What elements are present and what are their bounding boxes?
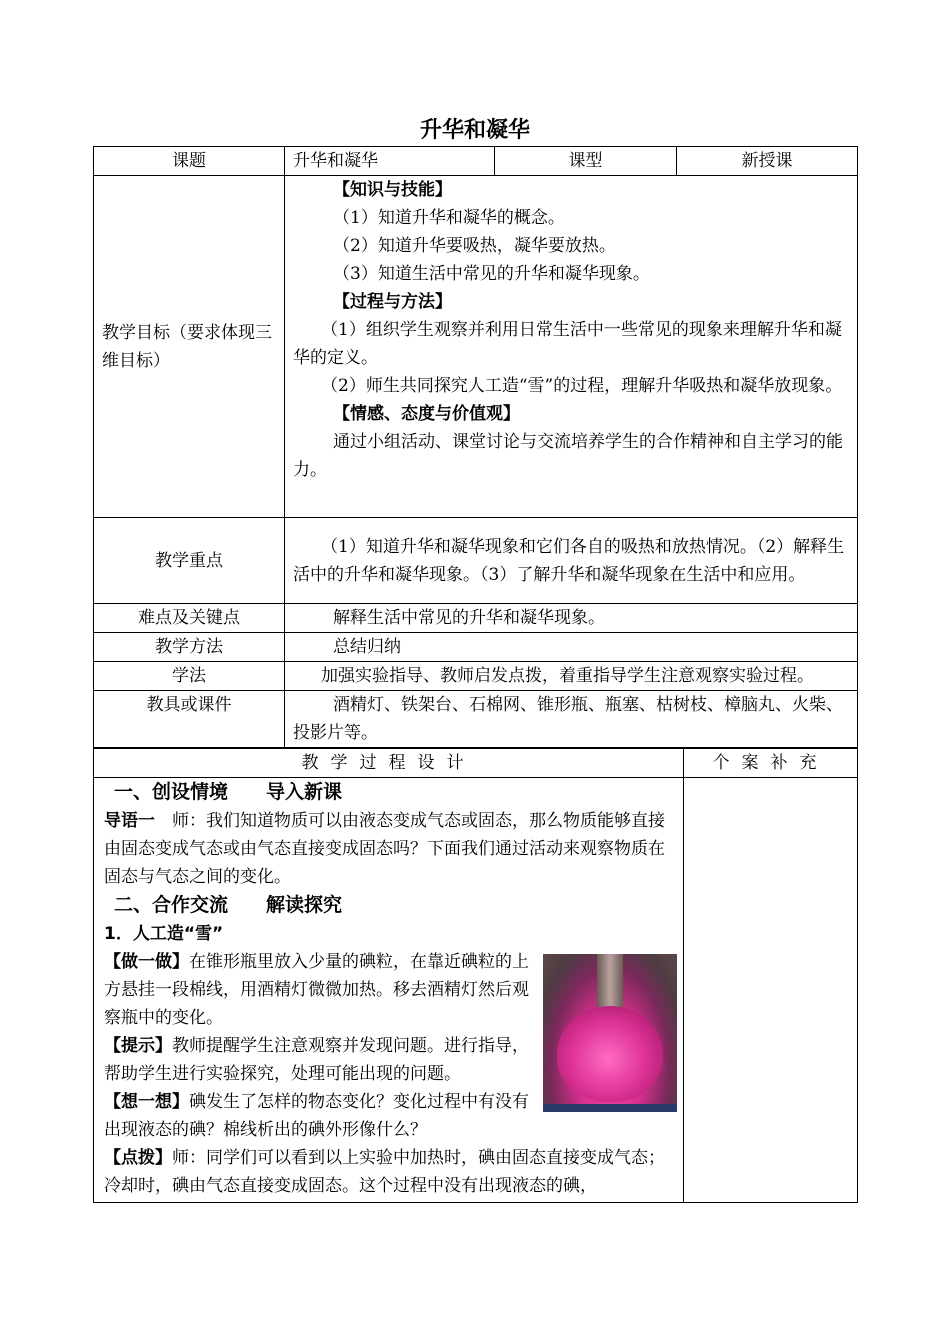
method-text: 总结归纳 [285, 633, 858, 662]
emotion-heading: 【情感、态度与价值观】 [333, 404, 520, 424]
emotion-item: 通过小组活动、课堂讨论与交流培养学生的合作精神和自主学习的能力。 [293, 432, 843, 480]
section-2-heading: 二、合作交流 解读探究 [114, 894, 343, 916]
tools-text: 酒精灯、铁架台、石棉网、锥形瓶、瓶塞、枯树枝、樟脑丸、火柴、投影片等。 [285, 691, 858, 749]
case-supplement-header: 个案补充 [684, 748, 858, 778]
process-design-header: 教学过程设计 [94, 748, 684, 778]
study-label: 学法 [94, 662, 285, 691]
process-item-1: （1）组织学生观察并利用日常生活中一些常见的现象来理解升华和凝华的定义。 [293, 320, 842, 368]
key-points-row [94, 518, 858, 604]
key-points-label: 教学重点 [94, 518, 285, 604]
knowledge-item-1: （1）知道升华和凝华的概念。 [333, 208, 565, 228]
do-text: 在锥形瓶里放入少量的碘粒，在靠近碘粒的上方悬挂一段棉线，用酒精灯微微加热。移去酒精灯然后观察瓶中的变化。 [104, 952, 529, 1028]
objectives-row [94, 176, 858, 518]
study-row [94, 662, 858, 691]
tip-label: 【提示】 [104, 1036, 172, 1056]
page-title: 升华和凝华 [419, 118, 530, 143]
process-body-row [94, 778, 858, 1203]
process-table [93, 747, 858, 1203]
objectives-label: 教学目标（要求体现三维目标） [94, 176, 285, 518]
think-label: 【想一想】 [104, 1092, 189, 1112]
lesson-type-label: 课型 [495, 147, 677, 176]
key-points-text: （1）知道升华和凝华现象和它们各自的吸热和放热情况。（2）解释生活中的升华和凝华现象。（3）了解升华和凝华现象在生活中和应用。 [285, 518, 858, 604]
knowledge-item-2: （2）知道升华要吸热，凝华要放热。 [333, 236, 616, 256]
difficulty-label: 难点及关键点 [94, 604, 285, 633]
lesson-plan-table [93, 146, 858, 749]
objectives-content [285, 176, 858, 518]
section-1-heading: 一、创设情境 导入新课 [114, 781, 343, 803]
tip-text: 教师提醒学生注意观察并发现问题。进行指导，帮助学生进行实验探究，处理可能出现的问题。 [104, 1036, 529, 1084]
process-heading: 【过程与方法】 [333, 292, 452, 312]
subsection-1-heading: 1．人工造“雪” [104, 924, 224, 944]
process-item-2: （2）师生共同探究人工造“雪”的过程，理解升华吸热和凝华放现象。 [321, 376, 843, 396]
method-label: 教学方法 [94, 633, 285, 662]
difficulty-row [94, 604, 858, 633]
guide-paragraph [104, 1144, 675, 1200]
study-text: 加强实验指导、教师启发点拨，着重指导学生注意观察实验过程。 [285, 662, 858, 691]
tools-label: 教具或课件 [94, 691, 285, 749]
knowledge-heading: 【知识与技能】 [333, 180, 452, 200]
case-supplement-cell [684, 778, 858, 1203]
subject-value: 升华和凝华 [285, 147, 495, 176]
subject-label: 课题 [94, 147, 285, 176]
intro-label: 导语一 [104, 811, 155, 831]
think-text: 碘发生了怎样的物态变化？变化过程中有没有出现液态的碘？棉线析出的碘外形像什么？ [104, 1092, 529, 1140]
header-row [94, 147, 858, 176]
intro-paragraph [104, 807, 675, 891]
process-body [94, 778, 684, 1203]
tools-row [94, 691, 858, 749]
guide-label: 【点拨】 [104, 1148, 172, 1168]
difficulty-text: 解释生活中常见的升华和凝华现象。 [285, 604, 858, 633]
knowledge-item-3: （3）知道生活中常见的升华和凝华现象。 [333, 264, 650, 284]
do-label: 【做一做】 [104, 952, 189, 972]
process-header-row [94, 748, 858, 778]
method-row [94, 633, 858, 662]
iodine-flask-photo [543, 954, 677, 1112]
intro-text: 师：我们知道物质可以由液态变成气态或固态，那么物质能够直接由固态变成气态或由气态直接变成固态吗？下面我们通过活动来观察物质在固态与气态之间的变化。 [104, 811, 665, 887]
lesson-type-value: 新授课 [677, 147, 858, 176]
guide-text: 师：同学们可以看到以上实验中加热时，碘由固态直接变成气态；冷却时，碘由气态直接变成固态。这个过程中没有出现液态的碘， [104, 1148, 665, 1196]
